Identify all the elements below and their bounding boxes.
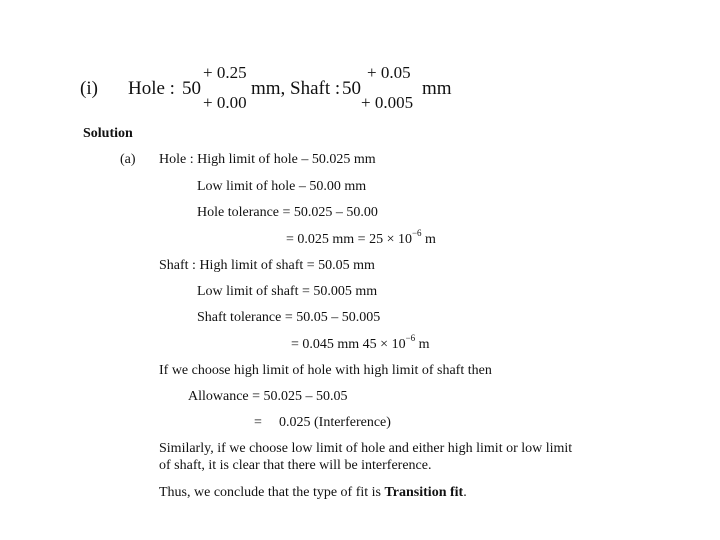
solution-heading: Solution [83, 126, 133, 141]
fit-type: Transition fit [384, 485, 464, 500]
choose-statement: If we choose high limit of hole with high limit of shaft then [159, 363, 492, 378]
hole-unit-shaft-label: mm, Shaft : [251, 78, 341, 99]
shaft-unit: mm [422, 78, 452, 99]
hole-tolerance-result: = 0.025 mm = $25 \times 10^{-6}$ m [286, 228, 436, 247]
allowance-line: Allowance = 50.025 – 50.05 [188, 389, 348, 404]
shaft-tolerance: Shaft tolerance = 50.05 – 50.005 [197, 310, 381, 325]
conclusion: Thus, we conclude that the type of fit is Transition fit. [159, 485, 467, 500]
similarly-line-1: Similarly, if we choose low limit of hole and either high limit or low limit [159, 441, 573, 456]
hole-low-limit: Low limit of hole – 50.00 mm [197, 179, 367, 194]
shaft-high-limit: Shaft : High limit of shaft = 50.05 mm [159, 258, 375, 273]
hole-basic-size: 50 [182, 78, 201, 99]
hole-label: Hole : [128, 78, 175, 99]
allowance-result: 0.025 (Interference) [279, 415, 391, 430]
allowance-equals: = [254, 415, 262, 430]
shaft-low-limit: Low limit of shaft = 50.005 mm [197, 284, 378, 299]
hole-high-limit: Hole : High limit of hole – 50.025 mm [159, 152, 376, 167]
shaft-basic-size: 50 [342, 78, 361, 99]
hole-upper-deviation: + 0.25 [203, 63, 247, 82]
shaft-lower-deviation: + 0.005 [361, 93, 414, 112]
problem-label: (i) [80, 78, 98, 99]
shaft-upper-deviation: + 0.05 [367, 63, 411, 82]
hole-lower-deviation: + 0.00 [203, 93, 247, 112]
shaft-tolerance-result: = 0.045 mm $45 \times 10^{-6}$ m [291, 333, 430, 352]
hole-tolerance: Hole tolerance = 50.025 – 50.00 [197, 205, 378, 220]
part-label: (a) [120, 152, 136, 167]
similarly-line-2: of shaft, it is clear that there will be interference. [159, 458, 432, 473]
